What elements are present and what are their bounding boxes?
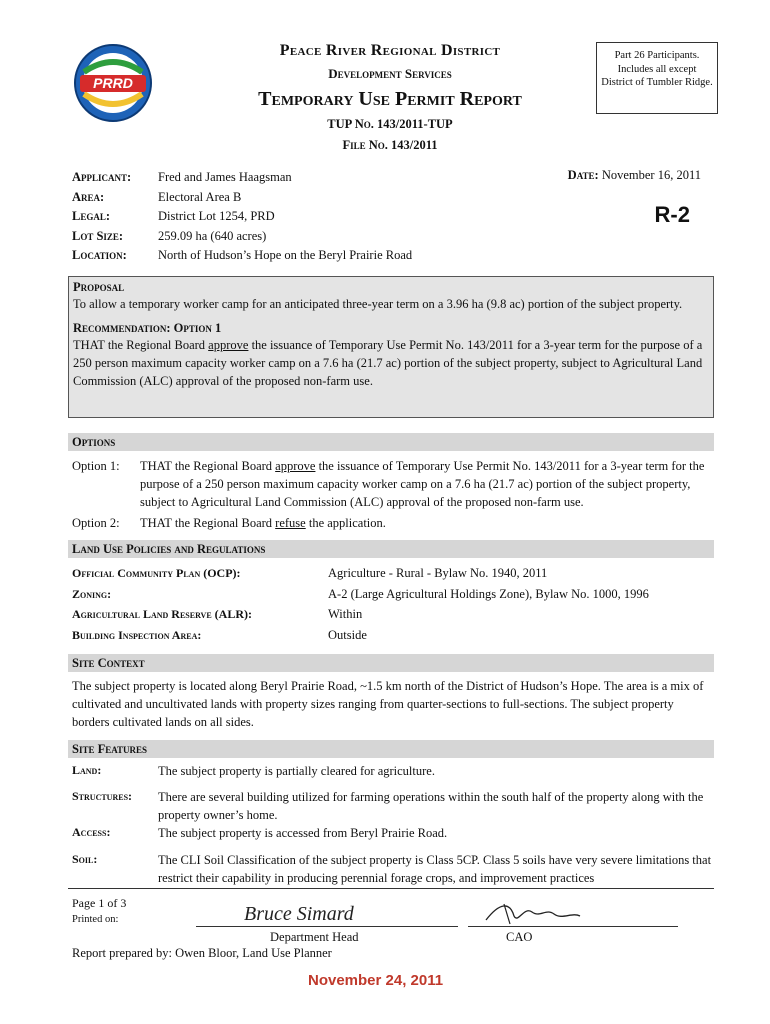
department: Development Services [328, 66, 452, 81]
lot-size-label: Lot Size: [72, 228, 124, 243]
report-title: Temporary Use Permit Report [258, 88, 522, 110]
opt1-text-start: THAT the Regional Board [140, 459, 276, 473]
opt2-text-start: THAT the Regional Board [140, 516, 276, 530]
site-context-text: The subject property is located along Beryl Prairie Road, ~1.5 km north of the District of Hudson’s Hope. The area is a mix of cultivated and uncultivated lands with property sizes ranging from quarter-sections to full-sections. The subject property borders cultivated lands on all sides. [72, 679, 704, 730]
option-2 [72, 514, 712, 532]
rec-text-end: the issuance of Temporary Use Permit No. 143/2011 for a 3-year term for the purpose of a 250 person maximum capacity worker camp on a 7.6 ha (21.7 ac) portion of the subject property, subject to Agricultural Land Commission (ALC) approval of the proposed non-farm use. [73, 338, 703, 389]
land-use-table [72, 563, 712, 645]
opt1-text-end: the issuance of Temporary Use Permit No. 143/2011 for a 3-year term for the purpose of a 250 person maximum capacity worker camp on a 7.6 ha (21.7 ac) portion of the subject property, subject to Agricultural Land Commission (ALC) approval of the proposed non-farm use. [140, 459, 705, 510]
signature-dept-head [238, 896, 438, 926]
site-context-heading: Site Context [68, 654, 714, 672]
option-2-text [140, 514, 386, 532]
participants-note: Part 26 Participants. Includes all except District of Tumbler Ridge. [596, 42, 718, 114]
prrd-logo [72, 42, 154, 124]
opt2-text-end: the application. [305, 516, 386, 530]
signature-1-text: Bruce Simard [244, 903, 354, 925]
legal-label: Legal: [72, 209, 111, 223]
zoning-label: Zoning: [72, 586, 112, 601]
received-date-stamp: November 24, 2011 [308, 972, 444, 989]
rec-text-start: THAT the Regional Board [73, 338, 209, 353]
land-use-row [72, 563, 712, 584]
legal-value: District Lot 1254, PRD [158, 209, 275, 223]
signature-cao [480, 898, 600, 928]
cao-label: CAO [506, 930, 533, 944]
option-1 [72, 457, 712, 511]
land-use-row [72, 604, 712, 625]
report-date [541, 168, 701, 183]
soil-label: Soil: [72, 851, 98, 866]
location-label: Location: [72, 248, 127, 262]
application-fields [72, 168, 492, 266]
report-code: R-2 [654, 202, 690, 227]
structures-value: There are several building utilized for farming operations within the south half of the property along with the property owner’s home. [158, 790, 704, 823]
soil-value: The CLI Soil Classification of the subject property is Class 5CP. Class 5 soils have very severe limitations that restrict their capability in producing perennial forage crops, and improvement practices [158, 852, 712, 885]
land-use-row [72, 584, 712, 605]
zoning-value: A-2 (Large Agricultural Holdings Zone), Bylaw No. 1000, 1996 [328, 586, 649, 601]
lot-size-value: 259.09 ha (640 acres) [158, 228, 267, 243]
proposal-heading: Proposal [73, 280, 125, 294]
building-inspection-value: Outside [328, 627, 367, 642]
signature-line-2 [468, 926, 678, 927]
site-features-heading: Site Features [68, 740, 714, 758]
access-label: Access: [72, 825, 111, 840]
date-label: Date: [567, 168, 599, 182]
org-name: Peace River Regional District [279, 42, 501, 59]
rec-keyword: approve [208, 338, 249, 353]
proposal-text: To allow a temporary worker camp for an anticipated three-year term on a 3.96 ha (9.8 ac) portion of the subject property. [73, 297, 683, 311]
option-1-label: Option 1: [72, 459, 120, 473]
area-value: Electoral Area B [158, 189, 242, 204]
applicant-label: Applicant: [72, 170, 132, 184]
applicant-value: Fred and James Haagsman [158, 170, 292, 184]
prepared-by: Report prepared by: Owen Bloor, Land Use Planner [72, 946, 332, 960]
recommendation-heading: Recommendation: Option 1 [73, 321, 222, 336]
building-inspection-label: Building Inspection Area: [72, 627, 202, 642]
site-features-list [72, 762, 712, 887]
structures-label: Structures: [72, 789, 133, 804]
location-value: North of Hudson’s Hope on the Beryl Prairie Road [158, 248, 413, 262]
ocp-label: Official Community Plan (OCP): [72, 566, 241, 580]
land-value: The subject property is partially cleared for agriculture. [158, 764, 435, 778]
footer-divider [68, 888, 714, 889]
option-1-text [140, 457, 712, 511]
date-value: November 16, 2011 [601, 168, 701, 182]
page-number: Page 1 of 3 [72, 896, 127, 910]
report-header [200, 42, 580, 153]
options-heading: Options [68, 433, 714, 451]
logo-text: PRRD [93, 75, 133, 91]
land-use-row [72, 625, 712, 646]
printed-on: Printed on: [72, 914, 119, 925]
dept-head-label: Department Head [270, 930, 359, 944]
tup-number: TUP No. 143/2011-TUP [327, 117, 453, 131]
signature-line-1 [196, 926, 458, 927]
land-use-heading: Land Use Policies and Regulations [68, 540, 714, 558]
proposal-box [68, 276, 714, 418]
alr-label: Agricultural Land Reserve (ALR): [72, 607, 252, 621]
opt1-keyword: approve [275, 459, 316, 473]
option-2-label: Option 2: [72, 516, 120, 530]
recommendation-text [73, 336, 709, 390]
opt2-keyword: refuse [275, 516, 306, 530]
land-label: Land: [72, 763, 102, 777]
file-number: File No. 143/2011 [342, 138, 438, 152]
ocp-value: Agriculture - Rural - Bylaw No. 1940, 2011 [328, 566, 548, 580]
access-value: The subject property is accessed from Beryl Prairie Road. [158, 826, 448, 841]
area-label: Area: [72, 189, 105, 204]
alr-value: Within [328, 607, 363, 621]
